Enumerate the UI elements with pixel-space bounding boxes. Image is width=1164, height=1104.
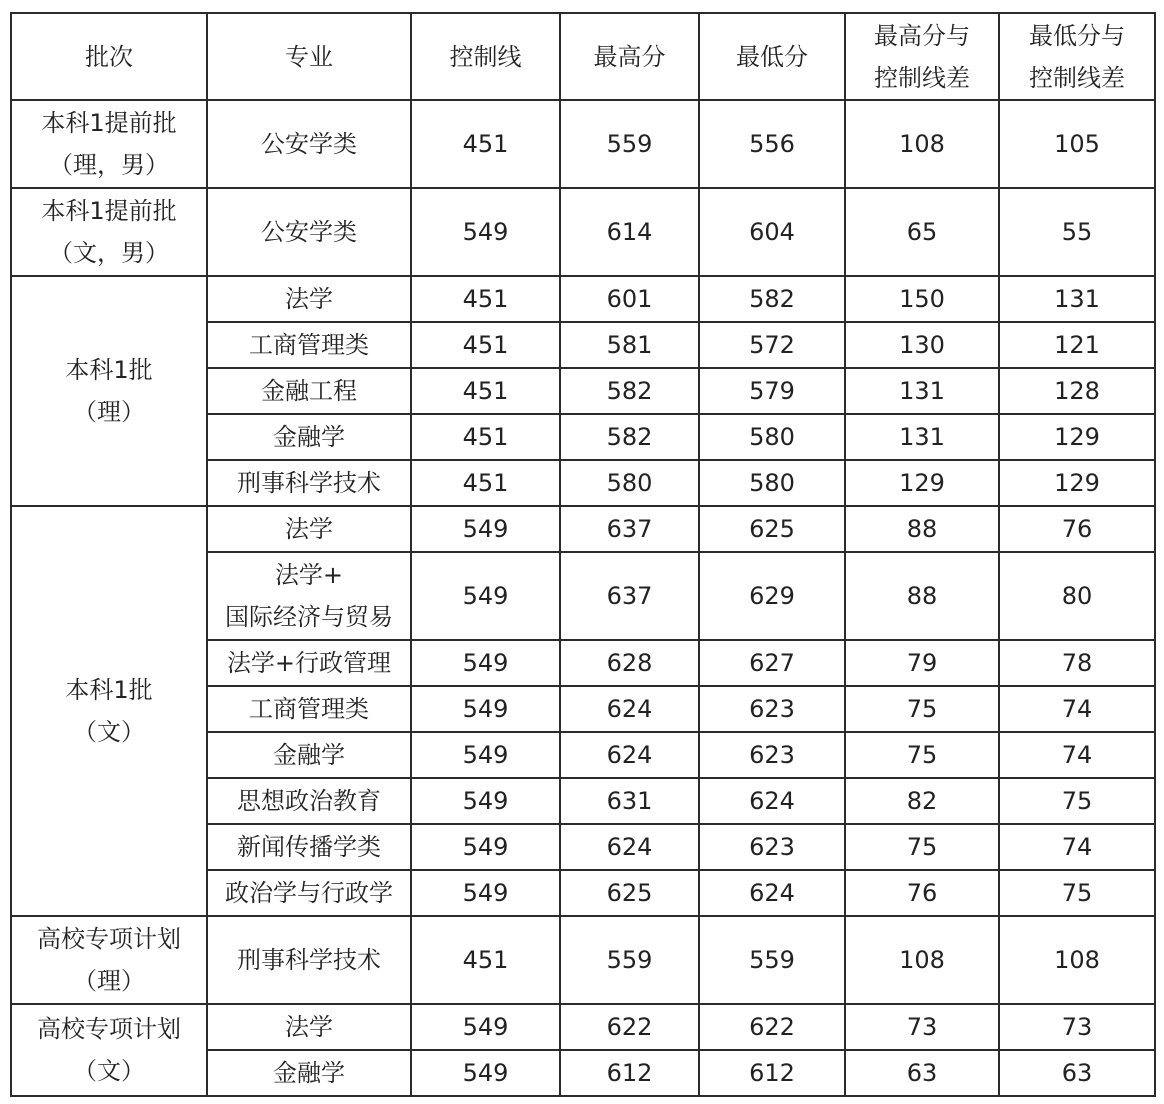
control-line-cell: 451: [411, 368, 560, 414]
max-diff-cell: 131: [845, 414, 999, 460]
control-line-cell: 549: [411, 686, 560, 732]
min-score-cell: 556: [699, 100, 845, 188]
min-score-cell: 627: [699, 640, 845, 686]
control-line-cell: 549: [411, 188, 560, 276]
batch-cell: [11, 506, 207, 916]
major-cell: [207, 686, 411, 732]
min-score-cell: 582: [699, 276, 845, 322]
max-diff-cell: 73: [845, 1004, 999, 1050]
cell-text: 金融学: [273, 741, 345, 769]
control-line-cell: 549: [411, 640, 560, 686]
min-diff-cell: 78: [999, 640, 1155, 686]
score-table: [10, 12, 1156, 1097]
max-diff-cell: 129: [845, 460, 999, 506]
cell-text: 法学+: [274, 561, 344, 589]
major-cell: [207, 368, 411, 414]
max-diff-cell: 88: [845, 506, 999, 552]
cell-text: （理）: [73, 398, 145, 426]
min-diff-cell: 131: [999, 276, 1155, 322]
max-score-cell: 628: [560, 640, 699, 686]
min-score-cell: 559: [699, 916, 845, 1004]
table-row: [11, 916, 1155, 1004]
min-score-cell: 623: [699, 686, 845, 732]
min-diff-cell: 74: [999, 824, 1155, 870]
batch-cell: [11, 1004, 207, 1096]
cell-text: 法学: [285, 285, 333, 313]
header-batch: 批次: [11, 13, 207, 100]
control-line-cell: 451: [411, 916, 560, 1004]
cell-text: 国际经济与贸易: [225, 603, 393, 631]
major-cell: [207, 1004, 411, 1050]
min-diff-cell: 128: [999, 368, 1155, 414]
cell-text: 工商管理类: [249, 331, 369, 359]
min-diff-cell: 121: [999, 322, 1155, 368]
min-score-cell: 625: [699, 506, 845, 552]
cell-text: 刑事科学技术: [237, 469, 381, 497]
max-score-cell: 581: [560, 322, 699, 368]
major-cell: [207, 276, 411, 322]
max-diff-cell: 88: [845, 552, 999, 640]
max-score-cell: 624: [560, 732, 699, 778]
min-score-cell: 629: [699, 552, 845, 640]
cell-text: 本科1提前批: [41, 197, 177, 225]
max-score-cell: 601: [560, 276, 699, 322]
control-line-cell: 451: [411, 322, 560, 368]
min-score-cell: 604: [699, 188, 845, 276]
header-max-diff: 最高分与 控制线差: [845, 13, 999, 100]
min-score-cell: 624: [699, 778, 845, 824]
header-row: [11, 13, 1155, 100]
max-score-cell: 582: [560, 414, 699, 460]
cell-text: 政治学与行政学: [225, 879, 393, 907]
cell-text: （文，男）: [49, 239, 169, 267]
batch-cell: [11, 188, 207, 276]
max-score-cell: 624: [560, 686, 699, 732]
max-diff-cell: 75: [845, 824, 999, 870]
min-score-cell: 579: [699, 368, 845, 414]
table-body: [11, 13, 1155, 1096]
min-diff-cell: 55: [999, 188, 1155, 276]
table-row: [11, 188, 1155, 276]
header-min-diff: 最低分与 控制线差: [999, 13, 1155, 100]
control-line-cell: 451: [411, 460, 560, 506]
major-cell: [207, 552, 411, 640]
cell-text: 公安学类: [261, 218, 357, 246]
cell-text: （理）: [73, 967, 145, 995]
table-row: [11, 276, 1155, 322]
max-score-cell: 624: [560, 824, 699, 870]
max-score-cell: 631: [560, 778, 699, 824]
max-score-cell: 582: [560, 368, 699, 414]
max-diff-cell: 150: [845, 276, 999, 322]
cell-text: 本科1批: [65, 356, 153, 384]
control-line-cell: 451: [411, 414, 560, 460]
min-score-cell: 580: [699, 414, 845, 460]
batch-cell: [11, 100, 207, 188]
max-score-cell: 637: [560, 552, 699, 640]
min-score-cell: 622: [699, 1004, 845, 1050]
table-row: [11, 506, 1155, 552]
min-score-cell: 623: [699, 824, 845, 870]
control-line-cell: 549: [411, 506, 560, 552]
table-row: [11, 100, 1155, 188]
max-score-cell: 612: [560, 1050, 699, 1096]
min-score-cell: 612: [699, 1050, 845, 1096]
max-score-cell: 622: [560, 1004, 699, 1050]
min-diff-cell: 129: [999, 414, 1155, 460]
cell-text: 金融学: [273, 423, 345, 451]
major-cell: [207, 778, 411, 824]
header-max-score: 最高分: [560, 13, 699, 100]
header-control-line: 控制线: [411, 13, 560, 100]
header-major: 专业: [207, 13, 411, 100]
cell-text: （理，男）: [49, 151, 169, 179]
control-line-cell: 549: [411, 870, 560, 916]
header-min-score: 最低分: [699, 13, 845, 100]
cell-text: 工商管理类: [249, 695, 369, 723]
max-score-cell: 614: [560, 188, 699, 276]
cell-text: 思想政治教育: [237, 787, 381, 815]
major-cell: [207, 460, 411, 506]
major-cell: [207, 414, 411, 460]
cell-text: 法学+行政管理: [226, 649, 392, 677]
control-line-cell: 549: [411, 1050, 560, 1096]
control-line-cell: 549: [411, 778, 560, 824]
cell-text: （文）: [73, 718, 145, 746]
major-cell: [207, 640, 411, 686]
control-line-cell: 549: [411, 1004, 560, 1050]
min-score-cell: 572: [699, 322, 845, 368]
max-diff-cell: 63: [845, 1050, 999, 1096]
major-cell: [207, 824, 411, 870]
max-diff-cell: 76: [845, 870, 999, 916]
cell-text: 高校专项计划: [37, 925, 181, 953]
major-cell: [207, 732, 411, 778]
min-diff-cell: 108: [999, 916, 1155, 1004]
max-diff-cell: 108: [845, 916, 999, 1004]
major-cell: [207, 188, 411, 276]
cell-text: 法学: [285, 515, 333, 543]
cell-text: 金融学: [273, 1059, 345, 1087]
major-cell: [207, 322, 411, 368]
min-score-cell: 623: [699, 732, 845, 778]
batch-cell: [11, 276, 207, 506]
control-line-cell: 549: [411, 552, 560, 640]
cell-text: （文）: [73, 1057, 145, 1085]
max-diff-cell: 75: [845, 686, 999, 732]
max-score-cell: 625: [560, 870, 699, 916]
cell-text: 法学: [285, 1013, 333, 1041]
max-diff-cell: 79: [845, 640, 999, 686]
min-score-cell: 624: [699, 870, 845, 916]
control-line-cell: 451: [411, 276, 560, 322]
major-cell: [207, 506, 411, 552]
max-score-cell: 580: [560, 460, 699, 506]
min-diff-cell: 63: [999, 1050, 1155, 1096]
max-diff-cell: 82: [845, 778, 999, 824]
min-diff-cell: 80: [999, 552, 1155, 640]
min-diff-cell: 74: [999, 686, 1155, 732]
table-row: [11, 1004, 1155, 1050]
max-diff-cell: 108: [845, 100, 999, 188]
min-diff-cell: 74: [999, 732, 1155, 778]
min-diff-cell: 75: [999, 778, 1155, 824]
cell-text: 高校专项计划: [37, 1015, 181, 1043]
control-line-cell: 549: [411, 732, 560, 778]
min-diff-cell: 105: [999, 100, 1155, 188]
cell-text: 本科1提前批: [41, 109, 177, 137]
major-cell: [207, 870, 411, 916]
major-cell: [207, 100, 411, 188]
min-diff-cell: 73: [999, 1004, 1155, 1050]
max-diff-cell: 131: [845, 368, 999, 414]
control-line-cell: 549: [411, 824, 560, 870]
max-diff-cell: 130: [845, 322, 999, 368]
min-score-cell: 580: [699, 460, 845, 506]
control-line-cell: 451: [411, 100, 560, 188]
min-diff-cell: 129: [999, 460, 1155, 506]
major-cell: [207, 1050, 411, 1096]
cell-text: 本科1批: [65, 676, 153, 704]
cell-text: 金融工程: [261, 377, 357, 405]
max-diff-cell: 65: [845, 188, 999, 276]
cell-text: 刑事科学技术: [237, 946, 381, 974]
cell-text: 公安学类: [261, 130, 357, 158]
min-diff-cell: 76: [999, 506, 1155, 552]
cell-text: 新闻传播学类: [237, 833, 381, 861]
max-score-cell: 559: [560, 100, 699, 188]
max-score-cell: 637: [560, 506, 699, 552]
min-diff-cell: 75: [999, 870, 1155, 916]
batch-cell: [11, 916, 207, 1004]
major-cell: [207, 916, 411, 1004]
max-diff-cell: 75: [845, 732, 999, 778]
max-score-cell: 559: [560, 916, 699, 1004]
